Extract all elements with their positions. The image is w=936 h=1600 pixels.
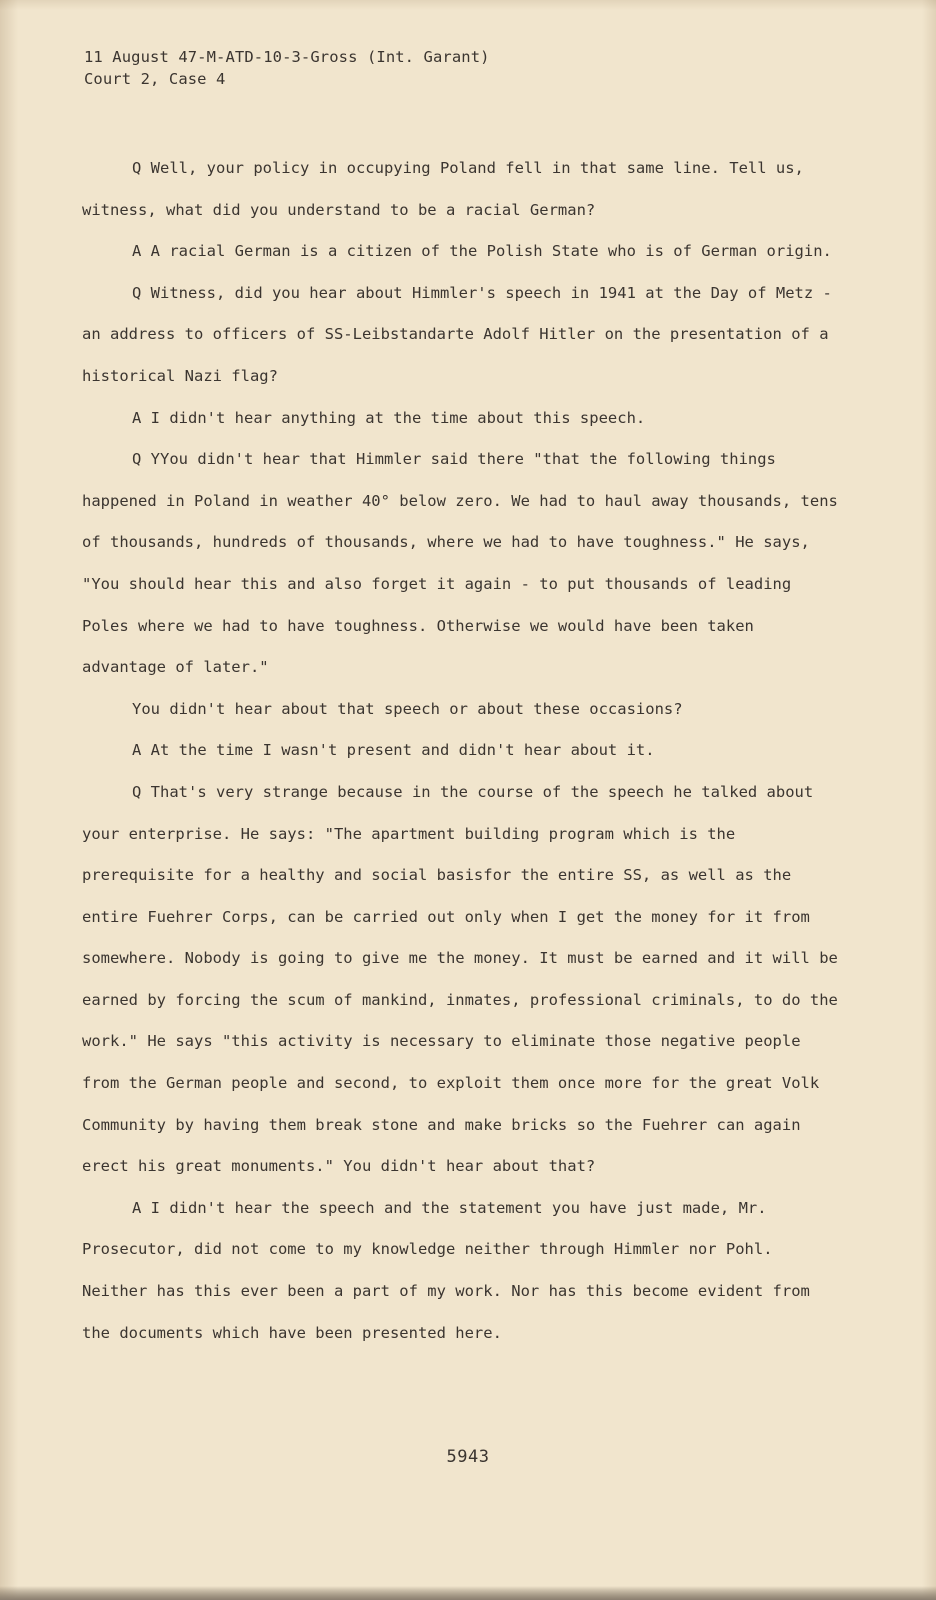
paragraph-question-policy: Q Well, your policy in occupying Poland fell in that same line. Tell us, witness, what did you understand to be a racial German? [82, 159, 804, 219]
header-reference: 11 August 47-M-ATD-10-3-Gross (Int. Garant) [84, 48, 490, 66]
page-bottom-edge [0, 1586, 936, 1600]
transcript-body [82, 148, 842, 1354]
header-court-case: Court 2, Case 4 [84, 70, 226, 88]
paragraph-answer-didnt-hear: A I didn't hear anything at the time about this speech. [132, 408, 646, 427]
paragraph-answer-racial-german: A A racial German is a citizen of the Polish State who is of German origin. [132, 242, 832, 261]
paragraph-answer-not-present: A At the time I wasn't present and didn't hear about it. [132, 741, 655, 760]
paragraph-question-quote: Q YYou didn't hear that Himmler said there "that the following things happened in Poland in weather 40° below zero. We had to haul away thousands, tens of thousands, hundreds of thousands, where we had to have toughness." He says, "You should hear this and also forget it again - to put thousands of leading Poles where we had to have toughness. Otherwise we would have been taken advantage of later." [82, 450, 838, 677]
page-number: 5943 [446, 1447, 490, 1467]
paragraph-question-himmler-speech: Q Witness, did you hear about Himmler's speech in 1941 at the Day of Metz - an address to officers of SS-Leibstandarte Adolf Hitler on the presentation of a historical Nazi flag? [82, 283, 832, 385]
paragraph-answer-final: A I didn't hear the speech and the statement you have just made, Mr. Prosecutor, did not come to my knowledge neither through Himmler nor Pohl. Neither has this ever been a part of my work. Nor has this become evident from the documents which have been presented here. [82, 1198, 810, 1342]
document-header [84, 46, 490, 90]
paragraph-question-enterprise: Q That's very strange because in the course of the speech he talked about your enterprise. He says: "The apartment building program which is the prerequisite for a healthy and social basisfor the entire SS, as well as the entire Fuehrer Corps, can be carried out only when I get the money for it from somewhere. Nobody is going to give me the money. It must be earned and it will be earned by forcing the scum of mankind, inmates, professional criminals, to do the work." He says "this activity is necessary to eliminate those negative people from the German people and second, to exploit them once more for the great Volk Community by having them break stone and make bricks so the Fuehrer can again erect his great monuments." You didn't hear about that? [82, 782, 838, 1176]
paragraph-question-followup: You didn't hear about that speech or about these occasions? [132, 699, 683, 718]
